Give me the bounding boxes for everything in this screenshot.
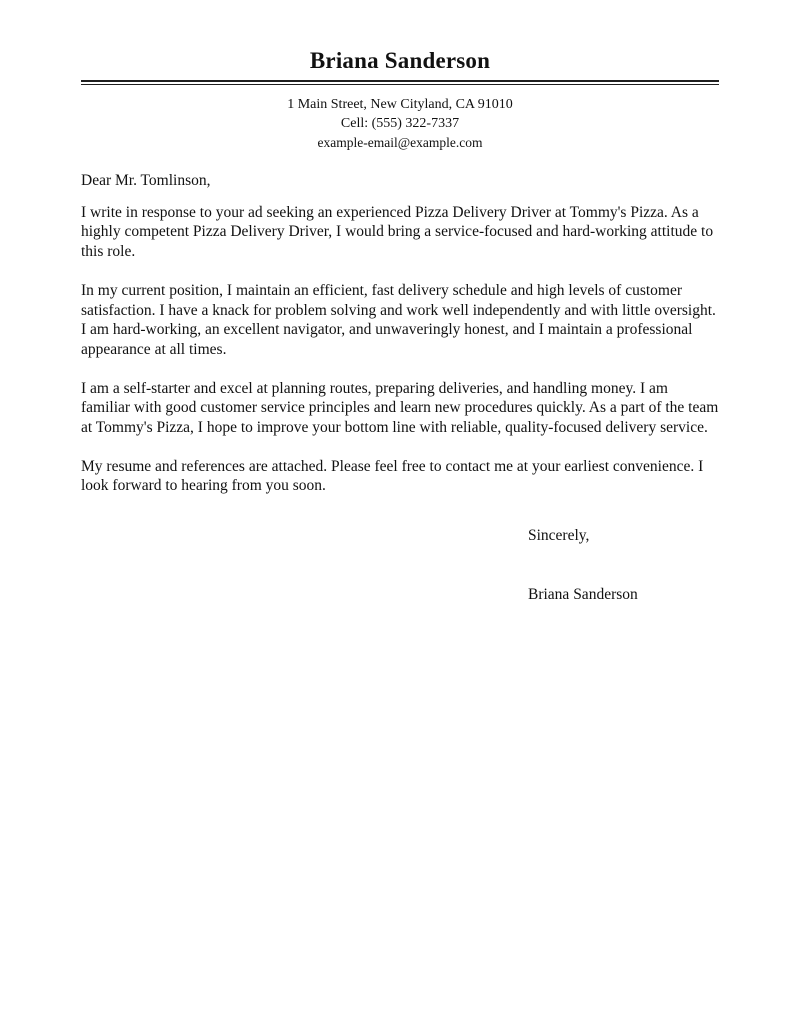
header-divider <box>81 80 719 85</box>
contact-phone: Cell: (555) 322-7337 <box>340 116 460 131</box>
letter-paragraph-1: I write in response to your ad seeking an experienced Pizza Delivery Driver at Tommy's Pizza. As a highly competent Pizza Delivery Driver, I would bring a service-focused and hard-working attitude to this role. <box>81 203 714 261</box>
salutation: Dear Mr. Tomlinson, <box>81 172 211 189</box>
contact-email: example-email@example.com <box>317 135 483 150</box>
letter-body <box>81 171 719 605</box>
signature-name: Briana Sanderson <box>528 585 638 603</box>
letter-paragraph-2: In my current position, I maintain an efficient, fast delivery schedule and high levels of customer satisfaction. I have a knack for problem solving and work well independently and with little oversight. I am hard-working, an excellent navigator, and unwaveringly honest, and I maintain a professional appearance at all times. <box>81 281 716 358</box>
closing-valediction: Sincerely, <box>528 527 590 545</box>
letter-paragraph-4: My resume and references are attached. Please feel free to contact me at your earliest convenience. I look forward to hearing from you soon. <box>81 457 704 495</box>
letter-paragraph-3: I am a self-starter and excel at planning routes, preparing deliveries, and handling money. I am familiar with good customer service principles and learn new procedures quickly. As a part of the team at Tommy's Pizza, I hope to improve your bottom line with reliable, quality-focused delivery service. <box>81 379 719 437</box>
contact-block <box>81 95 719 152</box>
divider-top-line <box>81 80 719 82</box>
contact-address: 1 Main Street, New Cityland, CA 91010 <box>287 97 513 112</box>
divider-bottom-line <box>81 84 719 85</box>
closing-block <box>528 526 719 604</box>
applicant-name-heading: Briana Sanderson <box>309 48 491 73</box>
letter-header <box>81 46 719 152</box>
